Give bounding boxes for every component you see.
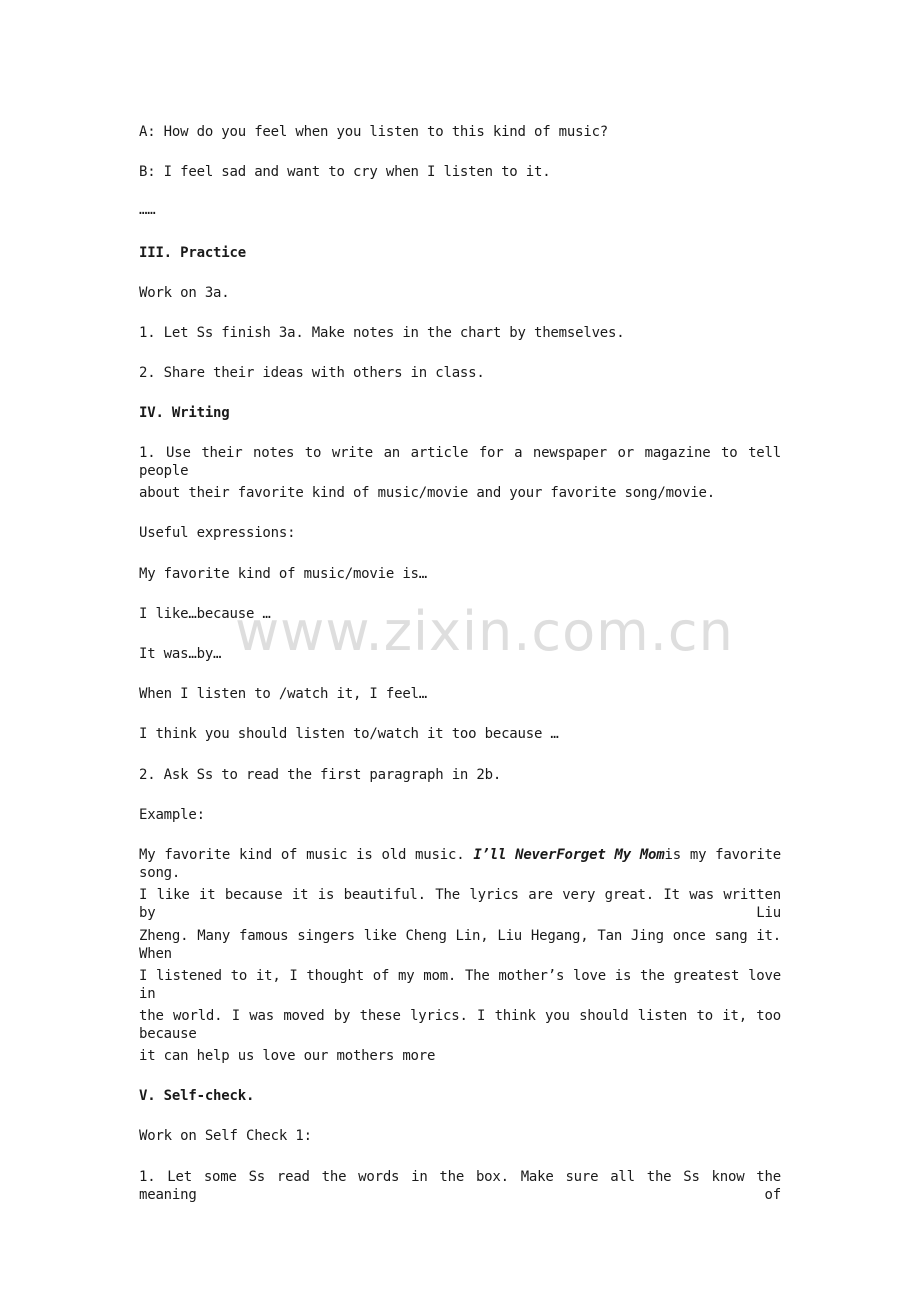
example-line-3: Zheng. Many famous singers like Cheng Lin, Liu Hegang, Tan Jing once sang it. When bbox=[139, 928, 781, 962]
practice-heading: III. Practice bbox=[139, 245, 246, 261]
writing-step-1-line-1: 1. Use their notes to write an article for a newspaper or magazine to tell people bbox=[139, 445, 781, 479]
expression-item: I think you should listen to/watch it too because … bbox=[139, 726, 559, 742]
example-line-5: the world. I was moved by these lyrics. I think you should listen to it, too because bbox=[139, 1008, 781, 1042]
expression-item: I like…because … bbox=[139, 606, 271, 622]
example-line-6: it can help us love our mothers more bbox=[139, 1048, 436, 1064]
example-line-2: I like it because it is beautiful. The lyrics are very great. It was written by Liu bbox=[139, 887, 781, 921]
writing-step-1-line-2: about their favorite kind of music/movie and your favorite song/movie. bbox=[139, 485, 716, 501]
self-check-step-1: 1. Let some Ss read the words in the box. Make sure all the Ss know the meaning of bbox=[139, 1169, 781, 1203]
expression-item: My favorite kind of music/movie is… bbox=[139, 566, 428, 582]
practice-step-1: 1. Let Ss finish 3a. Make notes in the chart by themselves. bbox=[139, 325, 625, 341]
writing-heading: IV. Writing bbox=[139, 405, 230, 421]
watermark: www.zixin.com.cn bbox=[235, 600, 734, 663]
dialogue-ellipsis: …… bbox=[139, 202, 156, 218]
example-line-1 bbox=[139, 846, 781, 882]
practice-intro: Work on 3a. bbox=[139, 285, 230, 301]
useful-expressions-label: Useful expressions: bbox=[139, 525, 296, 541]
example-label: Example: bbox=[139, 807, 205, 823]
dialogue-b-line: B: I feel sad and want to cry when I listen to it. bbox=[139, 164, 551, 180]
self-check-heading: V. Self-check. bbox=[139, 1088, 255, 1104]
example-line-1-post: is my favorite song. bbox=[139, 847, 782, 881]
dialogue-a-line: A: How do you feel when you listen to this kind of music? bbox=[139, 124, 609, 140]
example-line-1-pre: My favorite kind of music is old music. bbox=[139, 847, 474, 863]
song-title: I’ll NeverForget My Mom bbox=[473, 847, 665, 863]
expression-item: It was…by… bbox=[139, 646, 222, 662]
practice-step-2: 2. Share their ideas with others in class. bbox=[139, 365, 485, 381]
expression-item: When I listen to /watch it, I feel… bbox=[139, 686, 428, 702]
self-check-intro: Work on Self Check 1: bbox=[139, 1128, 312, 1144]
writing-step-2: 2. Ask Ss to read the first paragraph in 2b. bbox=[139, 767, 502, 783]
example-line-4: I listened to it, I thought of my mom. The mother’s love is the greatest love in bbox=[139, 968, 781, 1002]
